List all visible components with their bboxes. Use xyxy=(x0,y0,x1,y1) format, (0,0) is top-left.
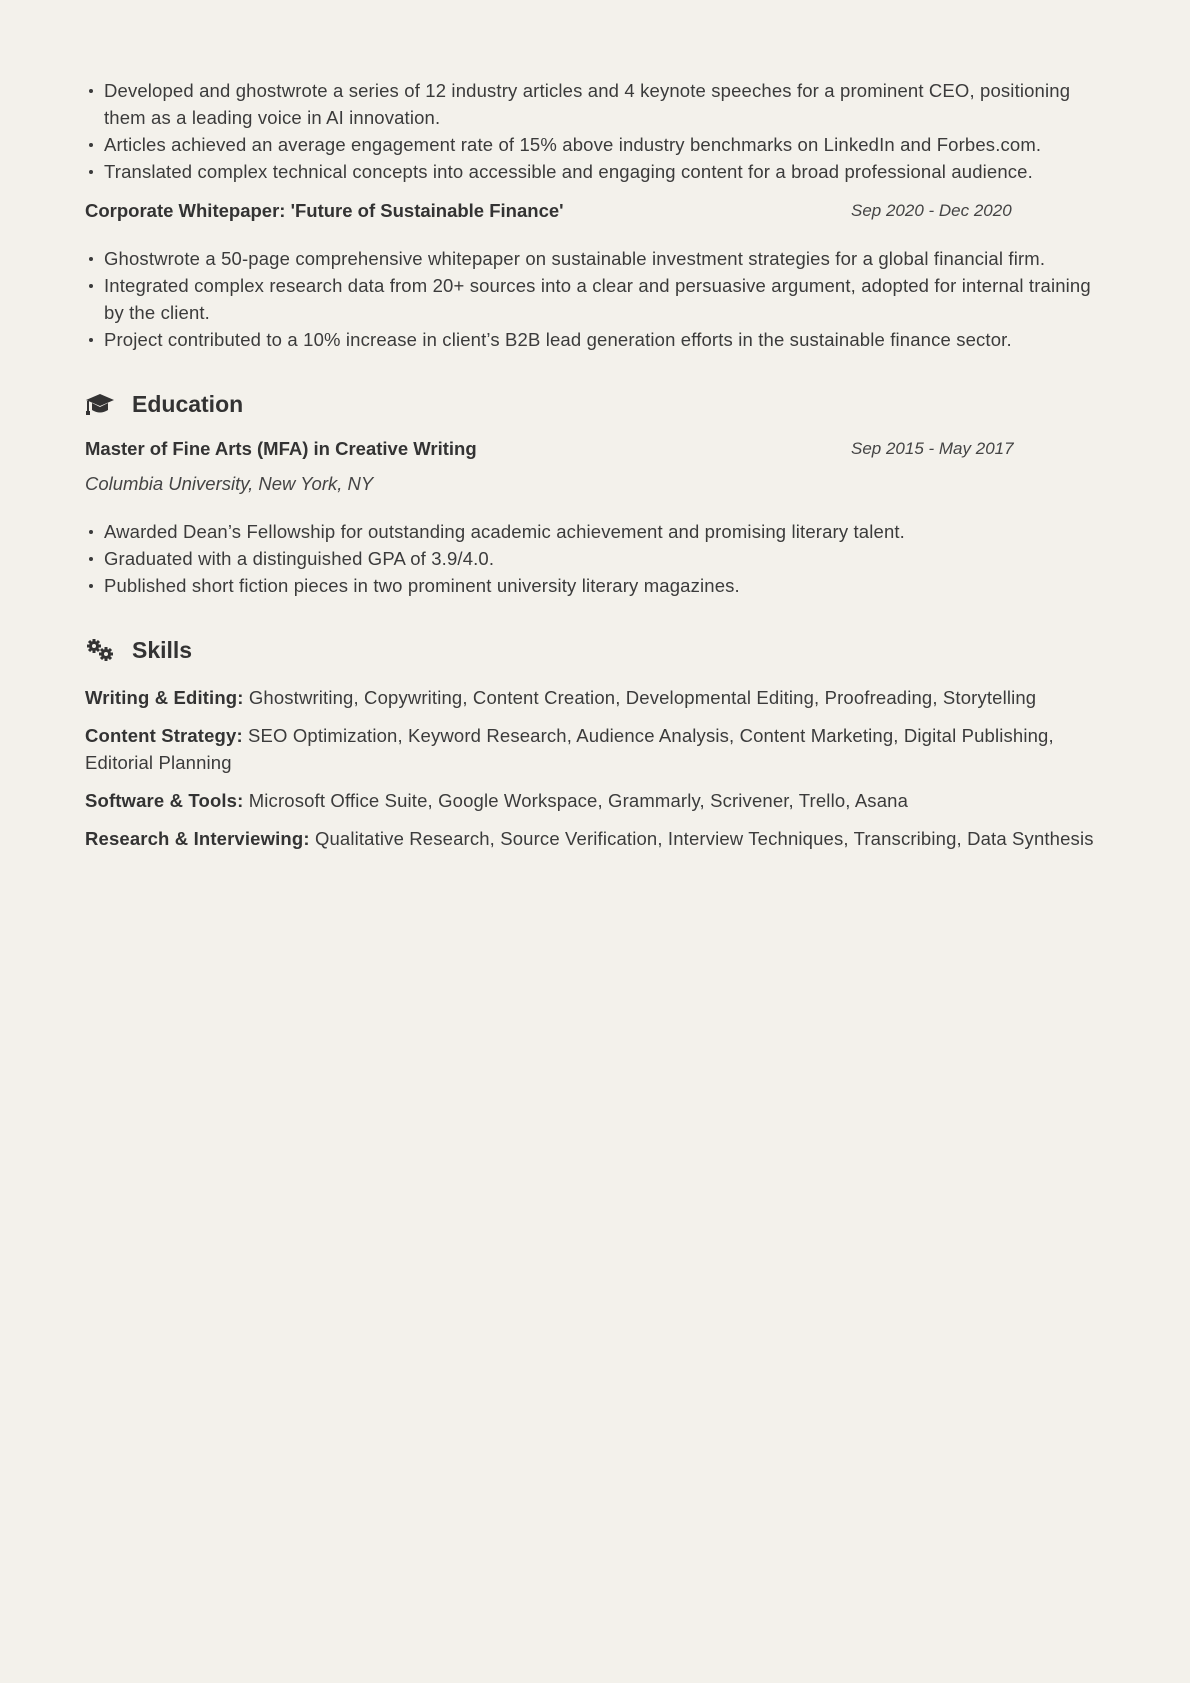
school-location: Columbia University, New York, NY xyxy=(85,473,374,494)
skill-label: Research & Interviewing: xyxy=(85,828,310,849)
education-bullets xyxy=(85,518,1107,599)
entry-title: Corporate Whitepaper: 'Future of Sustainable Finance' xyxy=(85,200,564,221)
education-header xyxy=(85,435,1107,462)
whitepaper-bullets xyxy=(85,245,1107,353)
gears-icon xyxy=(85,637,117,663)
section-heading: Skills xyxy=(132,636,193,663)
skill-label: Software & Tools: xyxy=(85,790,244,811)
project-bullets xyxy=(85,77,1107,185)
skill-label: Content Strategy: xyxy=(85,725,243,746)
skill-group xyxy=(85,684,1107,711)
section-heading: Education xyxy=(132,390,244,417)
list-item: Project contributed to a 10% increase in client’s B2B lead generation efforts in the sustainable finance sector. xyxy=(104,326,1107,353)
list-item: Translated complex technical concepts into accessible and engaging content for a broad professional audience. xyxy=(104,158,1107,185)
degree-title: Master of Fine Arts (MFA) in Creative Writing xyxy=(85,438,477,459)
skill-group xyxy=(85,825,1107,852)
skill-label: Writing & Editing: xyxy=(85,687,244,708)
entry-date: Sep 2015 - May 2017 xyxy=(851,439,1014,458)
whitepaper-header xyxy=(85,197,1107,224)
resume-page xyxy=(85,77,1107,852)
list-item: Graduated with a distinguished GPA of 3.9/4.0. xyxy=(104,545,1107,572)
list-item: Integrated complex research data from 20+ sources into a clear and persuasive argument, adopted for internal training by the client. xyxy=(104,272,1107,326)
list-item: Awarded Dean’s Fellowship for outstanding academic achievement and promising literary talent. xyxy=(104,518,1107,545)
skill-items: Ghostwriting, Copywriting, Content Creation, Developmental Editing, Proofreading, Storytelling xyxy=(248,687,1037,708)
section-skills xyxy=(85,633,1107,667)
entry-date: Sep 2020 - Dec 2020 xyxy=(851,201,1012,220)
skill-items: Microsoft Office Suite, Google Workspace, Grammarly, Scrivener, Trello, Asana xyxy=(248,790,909,811)
skill-group xyxy=(85,787,1107,814)
section-education xyxy=(85,387,1107,421)
list-item: Articles achieved an average engagement rate of 15% above industry benchmarks on LinkedIn and Forbes.com. xyxy=(104,131,1107,158)
list-item: Developed and ghostwrote a series of 12 industry articles and 4 keynote speeches for a prominent CEO, positioning them as a leading voice in AI innovation. xyxy=(104,77,1107,131)
graduation-cap-icon xyxy=(85,391,117,417)
skill-items: Qualitative Research, Source Verification, Interview Techniques, Transcribing, Data Synthesis xyxy=(314,828,1094,849)
skill-group xyxy=(85,722,1107,776)
skill-items: SEO Optimization, Keyword Research, Audience Analysis, Content Marketing, Digital Publishing, Editorial Planning xyxy=(85,725,1054,773)
list-item: Ghostwrote a 50-page comprehensive whitepaper on sustainable investment strategies for a global financial firm. xyxy=(104,245,1107,272)
list-item: Published short fiction pieces in two prominent university literary magazines. xyxy=(104,572,1107,599)
